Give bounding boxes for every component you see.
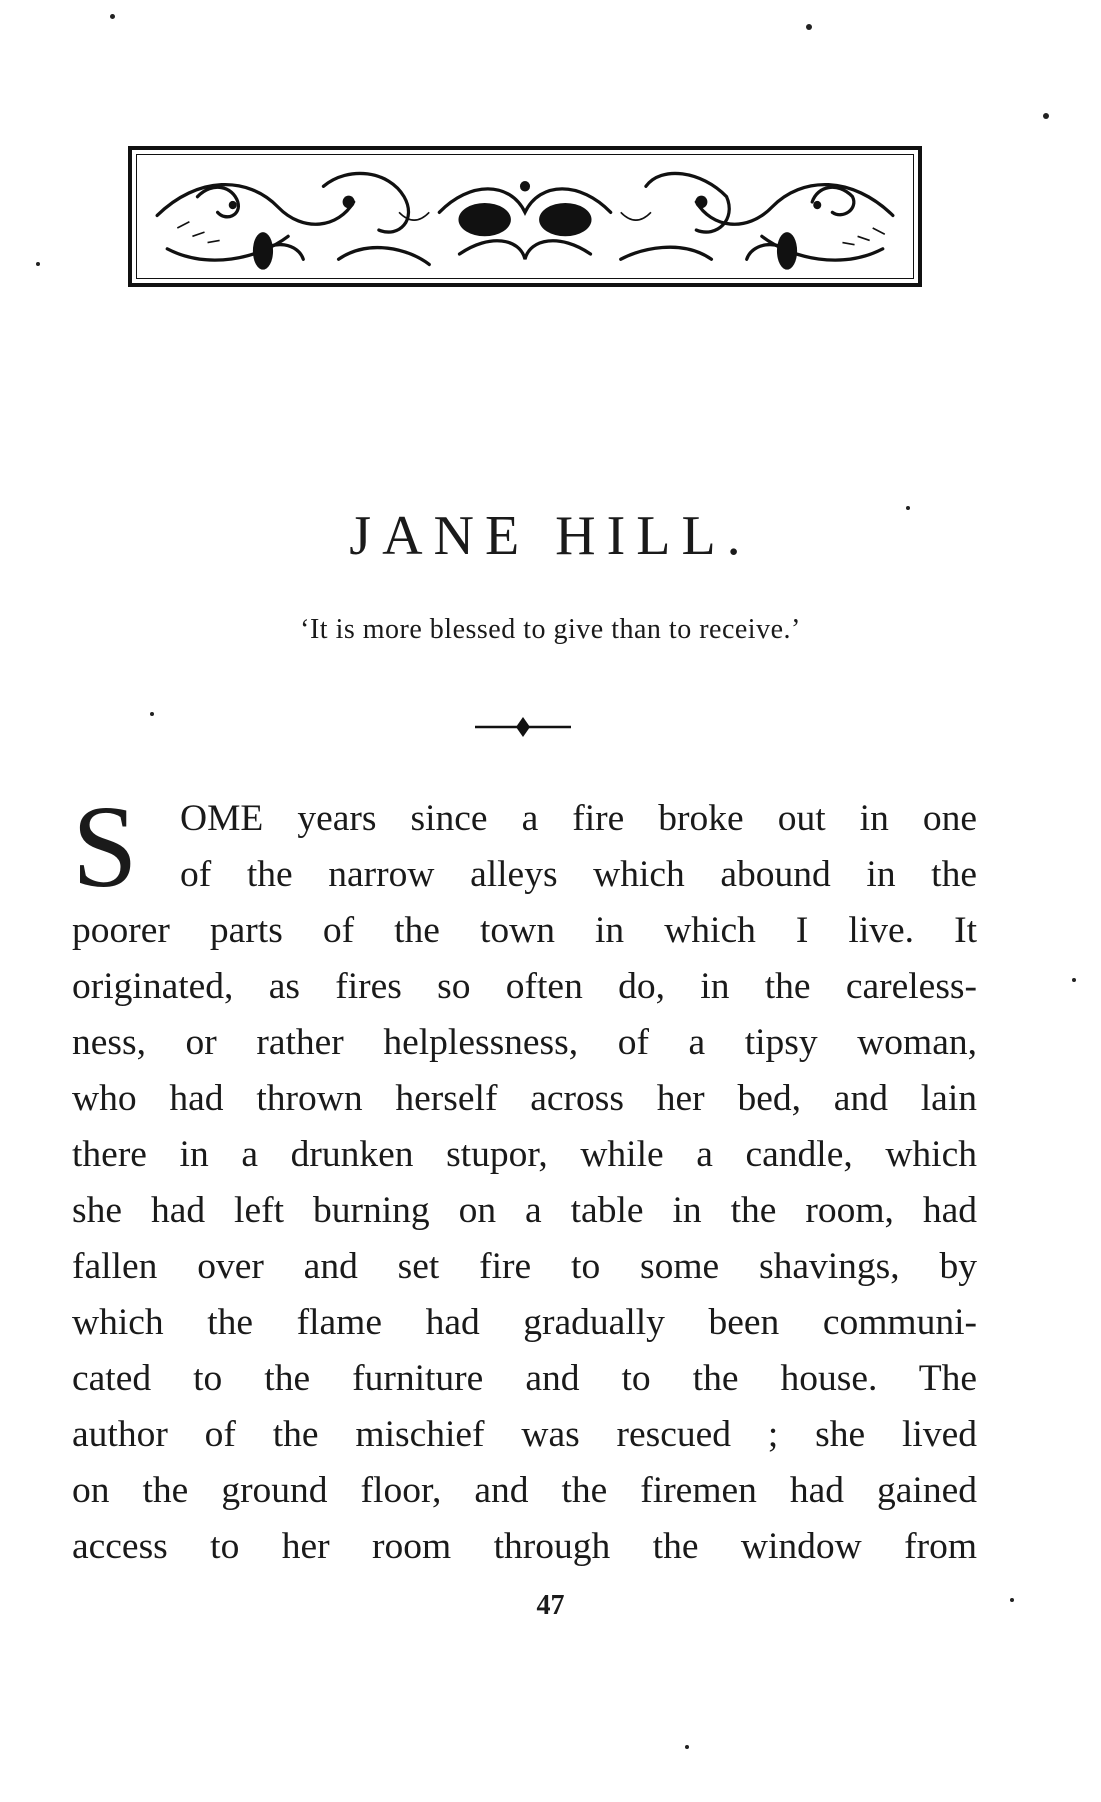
text-line: poorer parts of the town in which I live. It	[72, 910, 977, 951]
text-line: of the narrow alleys which abound in the	[180, 854, 977, 895]
text-line: which the flame had gradually been communi-	[72, 1302, 977, 1343]
page-number: 47	[536, 1590, 565, 1621]
scan-speck	[1043, 113, 1049, 119]
text-line: ness, or rather helplessness, of a tipsy woman,	[72, 1022, 977, 1063]
body-paragraph	[72, 781, 977, 1588]
text-line: author of the mischief was rescued ; she lived	[72, 1414, 977, 1455]
scan-speck	[36, 262, 40, 266]
text-line: there in a drunken stupor, while a candle, which	[72, 1134, 977, 1175]
text-line: she had left burning on a table in the room, had	[72, 1190, 977, 1231]
ornamental-headpiece	[128, 146, 922, 287]
scan-speck	[150, 712, 154, 716]
text-line: access to her room through the window from	[72, 1526, 977, 1567]
epigraph-quote: ‘It is more blessed to give than to receive.’	[300, 614, 801, 645]
text-line: fallen over and set fire to some shavings, by	[72, 1246, 977, 1287]
scan-speck	[685, 1745, 689, 1749]
scan-speck	[1072, 978, 1076, 982]
text-line: originated, as fires so often do, in the careless-	[72, 966, 977, 1007]
scan-speck	[806, 24, 812, 30]
chapter-title: JANE HILL.	[349, 505, 752, 567]
text-line: cated to the furniture and to the house. The	[72, 1358, 977, 1399]
text-line: on the ground floor, and the firemen had gained	[72, 1470, 977, 1511]
drop-cap-letter: S	[72, 781, 138, 912]
diamond-rule-ornament-icon	[473, 714, 573, 740]
text-line: who had thrown herself across her bed, and lain	[72, 1078, 977, 1119]
text-line: OME years since a fire broke out in one	[180, 798, 977, 839]
scan-speck	[110, 14, 115, 19]
floral-scroll-ornament-icon	[137, 155, 913, 278]
